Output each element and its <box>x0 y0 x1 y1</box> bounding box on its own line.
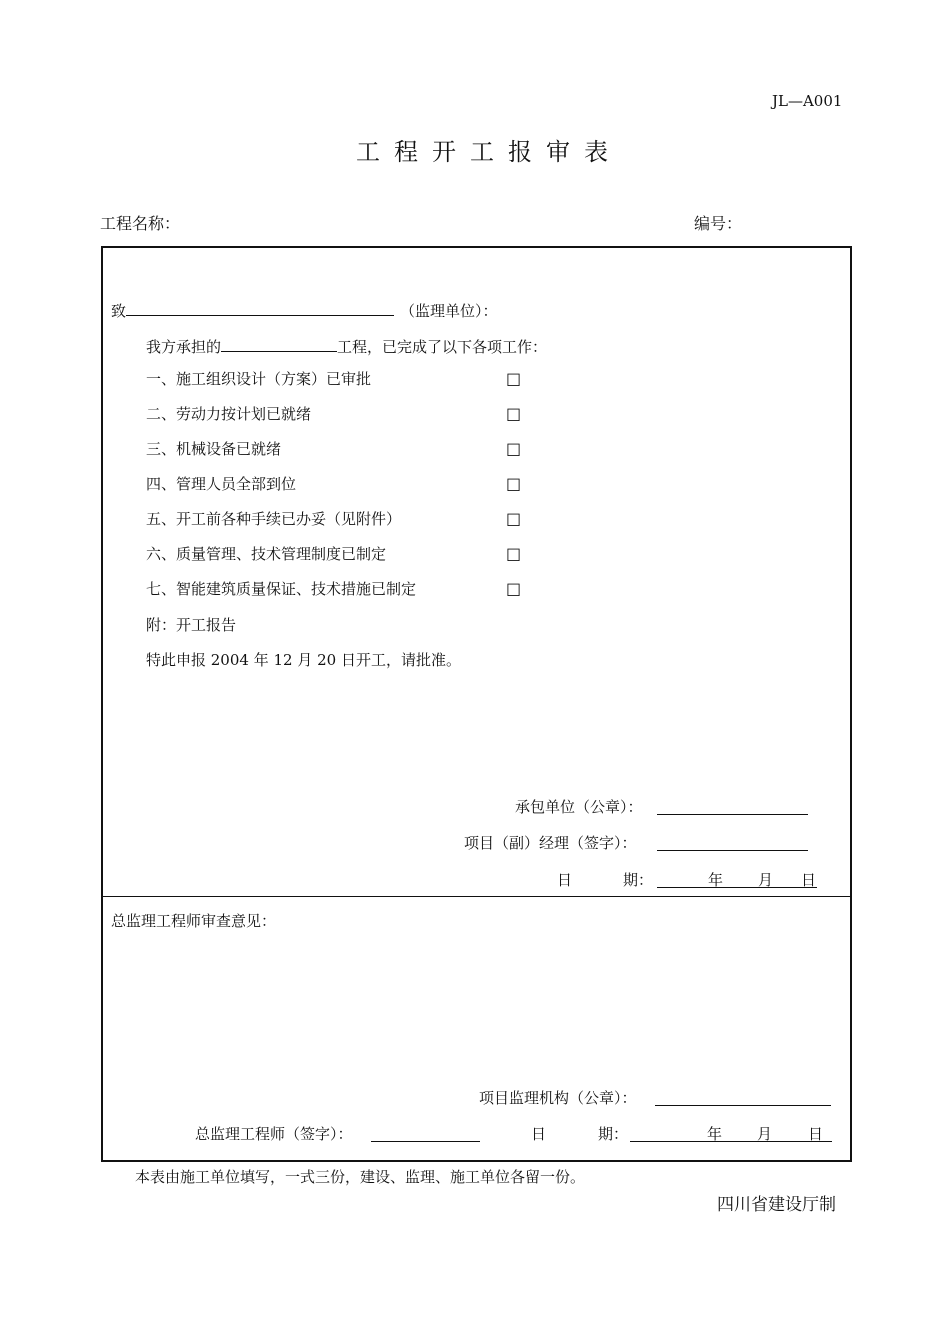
start-request: 特此申报 2004 年 12 月 20 日开工，请批准。 <box>146 651 461 669</box>
year-label: 年 <box>708 871 724 889</box>
manager-signature-label: 项目（副）经理（签字）： <box>464 834 637 852</box>
checklist-item: 二、劳动力按计划已就绪 <box>146 405 312 423</box>
agency-seal-field[interactable] <box>655 1091 831 1106</box>
month-label: 月 <box>758 871 774 889</box>
supervision-unit-field[interactable] <box>126 301 394 316</box>
date-label-second: 期： <box>623 871 654 889</box>
project-field[interactable] <box>221 337 337 352</box>
contractor-seal-field[interactable] <box>657 800 808 815</box>
checklist-item: 六、质量管理、技术管理制度已制定 <box>146 545 387 563</box>
checklist-item: 四、管理人员全部到位 <box>146 475 297 493</box>
review-date-label-second: 期： <box>598 1125 629 1143</box>
chief-engineer-label: 总监理工程师（签字）： <box>195 1125 353 1143</box>
review-date-label-first: 日 <box>531 1125 547 1143</box>
page-title: 工程开工报审表 <box>356 138 622 166</box>
checklist-item: 五、开工前各种手续已办妥（见附件） <box>146 510 402 528</box>
agency-seal-label: 项目监理机构（公章）： <box>479 1089 637 1107</box>
review-date-field[interactable] <box>630 1127 832 1142</box>
manager-signature-field[interactable] <box>657 836 808 851</box>
application-date-field[interactable] <box>657 873 817 888</box>
attachment-note: 附：开工报告 <box>146 616 237 634</box>
review-opinion-label: 总监理工程师审查意见： <box>111 912 277 930</box>
section-divider <box>101 896 850 897</box>
review-day-label: 日 <box>808 1125 824 1143</box>
review-opinion-area[interactable] <box>111 936 831 1076</box>
review-month-label: 月 <box>757 1125 773 1143</box>
review-year-label: 年 <box>707 1125 723 1143</box>
issuer-label: 四川省建设厅制 <box>717 1195 836 1215</box>
checkbox-icon[interactable]: □ <box>506 369 522 388</box>
addressee-suffix: （监理单位）： <box>400 302 498 320</box>
chief-engineer-signature-field[interactable] <box>371 1127 480 1142</box>
checkbox-icon[interactable]: □ <box>506 474 522 493</box>
date-label-first: 日 <box>557 871 573 889</box>
checkbox-icon[interactable]: □ <box>506 579 522 598</box>
contractor-seal-label: 承包单位（公章）： <box>515 798 643 816</box>
checklist-item: 七、智能建筑质量保证、技术措施已制定 <box>146 580 417 598</box>
addressee-line <box>111 301 498 319</box>
addressee-prefix: 致 <box>111 302 127 320</box>
project-name-label: 工程名称： <box>100 214 181 233</box>
footer-note: 本表由施工单位填写，一式三份，建设、监理、施工单位各留一份。 <box>135 1168 586 1186</box>
form-code: JL—A001 <box>772 92 843 110</box>
serial-number-label: 编号： <box>694 214 743 233</box>
checklist-item: 一、施工组织设计（方案）已审批 <box>146 370 372 388</box>
checkbox-icon[interactable]: □ <box>506 509 522 528</box>
intro-line <box>146 337 547 355</box>
day-label: 日 <box>801 871 817 889</box>
checklist-item: 三、机械设备已就绪 <box>146 440 282 458</box>
checkbox-icon[interactable]: □ <box>506 544 522 563</box>
checkbox-icon[interactable]: □ <box>506 404 522 423</box>
checkbox-icon[interactable]: □ <box>506 439 522 458</box>
intro-suffix: 工程，已完成了以下各项工作： <box>337 338 548 356</box>
intro-prefix: 我方承担的 <box>146 338 222 356</box>
